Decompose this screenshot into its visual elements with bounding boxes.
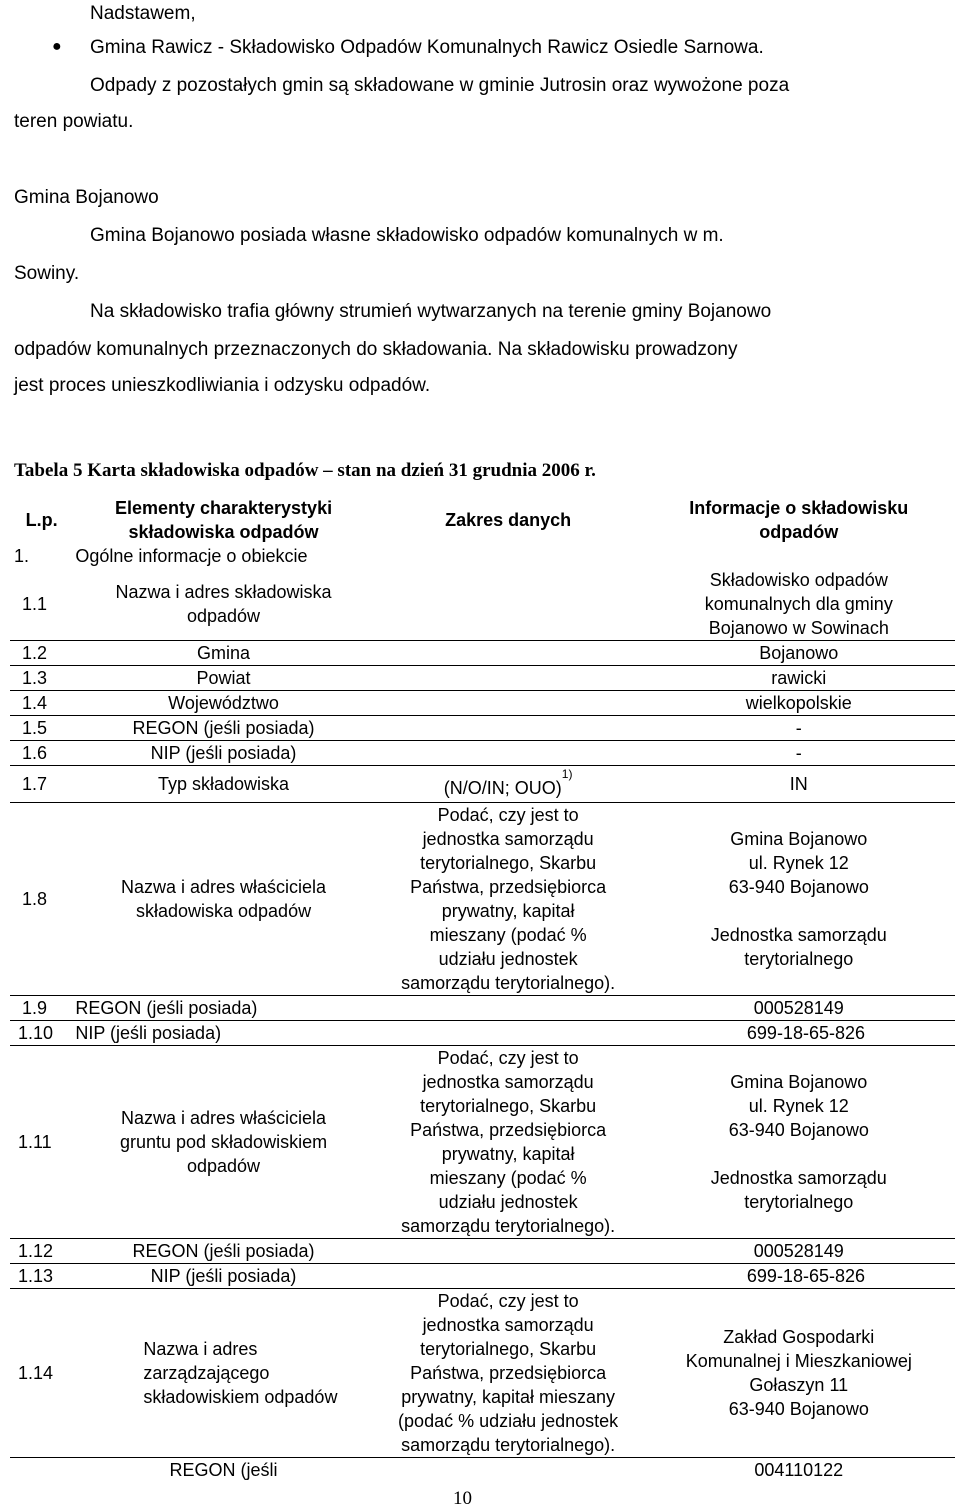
row-element: REGON (jeśli <box>73 1458 373 1483</box>
row-info: wielkopolskie <box>643 691 955 716</box>
table-row <box>10 691 955 716</box>
row-info: IN <box>643 766 955 803</box>
row-number: 1.9 <box>10 996 73 1021</box>
landfill-card-table <box>10 496 955 1482</box>
row-info: 000528149 <box>643 996 955 1021</box>
table-row <box>10 803 955 996</box>
row-element: REGON (jeśli posiada) <box>73 1239 373 1264</box>
table-row <box>10 1239 955 1264</box>
row-number: 1.2 <box>10 641 73 666</box>
row-scope: Podać, czy jest to jednostka samorządu terytorialnego, Skarbu Państwa, przedsiębiorca prywatny, kapitał mieszany (podać % udziału jednostek samorządu terytorialnego). <box>374 803 643 996</box>
row-number: 1.6 <box>10 741 73 766</box>
row-element: NIP (jeśli posiada) <box>73 741 373 766</box>
paragraph-line: Na składowisko trafia główny strumień wytwarzanych na terenie gminy Bojanowo <box>90 301 772 322</box>
row-scope <box>374 1239 643 1264</box>
table-row <box>10 766 955 803</box>
table-row <box>10 741 955 766</box>
bullet-item: Gmina Rawicz - Składowisko Odpadów Komunalnych Rawicz Osiedle Sarnowa. <box>90 37 764 58</box>
row-info: 699-18-65-826 <box>643 1264 955 1289</box>
page-number: 10 <box>453 1488 472 1509</box>
row-element: Województwo <box>73 691 373 716</box>
table-section-row <box>10 544 955 568</box>
row-info: 000528149 <box>643 1239 955 1264</box>
row-element: Gmina <box>73 641 373 666</box>
row-number: 1.8 <box>10 803 73 996</box>
table-row <box>10 716 955 741</box>
row-scope <box>374 741 643 766</box>
row-info: 004110122 <box>643 1458 955 1483</box>
row-number: 1.12 <box>10 1239 73 1264</box>
row-scope <box>374 1458 643 1483</box>
row-number: 1.7 <box>10 766 73 803</box>
table-caption: Tabela 5 Karta składowiska odpadów – stan na dzień 31 grudnia 2006 r. <box>14 460 596 481</box>
row-number: 1.11 <box>10 1046 73 1239</box>
table-row <box>10 1289 955 1458</box>
row-number: 1.1 <box>22 594 48 614</box>
row-scope <box>374 666 643 691</box>
row-scope <box>374 1264 643 1289</box>
section-number: 1. <box>14 546 30 566</box>
row-number: 1.13 <box>10 1264 73 1289</box>
footnote-marker: 1) <box>561 767 573 781</box>
row-scope: Podać, czy jest to jednostka samorządu terytorialnego, Skarbu Państwa, przedsiębiorca prywatny, kapitał mieszany (podać % udziału jednostek samorządu terytorialnego). <box>374 1046 643 1239</box>
row-info: Gmina Bojanowo ul. Rynek 12 63-940 Bojanowo Jednostka samorządu terytorialnego <box>643 1046 955 1239</box>
row-scope <box>374 996 643 1021</box>
row-scope: Podać, czy jest to jednostka samorządu terytorialnego, Skarbu Państwa, przedsiębiorca prywatny, kapitał mieszany (podać % udziału jednostek samorządu terytorialnego). <box>374 1289 643 1458</box>
table-row <box>10 1046 955 1239</box>
paragraph-line: teren powiatu. <box>14 111 134 132</box>
row-number: 1.5 <box>10 716 73 741</box>
row-info: - <box>643 741 955 766</box>
header-info: Informacje o składowisku odpadów <box>689 498 909 542</box>
table-row <box>10 996 955 1021</box>
paragraph-line: jest proces unieszkodliwiania i odzysku odpadów. <box>14 375 431 396</box>
row-element: Powiat <box>73 666 373 691</box>
table-header-row <box>10 496 955 544</box>
paragraph-line: odpadów komunalnych przeznaczonych do składowania. Na składowisku prowadzony <box>14 339 738 360</box>
section-heading: Gmina Bojanowo <box>14 187 159 208</box>
row-element: NIP (jeśli posiada) <box>73 1264 373 1289</box>
header-scope: Zakres danych <box>445 510 572 530</box>
row-number: 1.10 <box>10 1021 73 1046</box>
row-scope <box>374 1021 643 1046</box>
row-scope <box>374 641 643 666</box>
bullet-icon: ● <box>52 38 62 55</box>
row-element: REGON (jeśli posiada) <box>73 996 373 1021</box>
row-element: Nazwa i adres składowiska odpadów <box>115 582 332 626</box>
header-elements: Elementy charakterystyki składowiska odpadów <box>114 498 333 542</box>
row-info: Zakład Gospodarki Komunalnej i Mieszkaniowej Gołaszyn 11 63-940 Bojanowo <box>643 1289 955 1458</box>
row-number: 1.4 <box>10 691 73 716</box>
row-element: Typ składowiska <box>73 766 373 803</box>
row-info: rawicki <box>643 666 955 691</box>
row-element: REGON (jeśli posiada) <box>73 716 373 741</box>
row-scope <box>374 716 643 741</box>
table-row <box>10 568 955 641</box>
table-row <box>10 1458 955 1483</box>
row-number: 1.14 <box>10 1289 73 1458</box>
table-row <box>10 1264 955 1289</box>
paragraph-line: Sowiny. <box>14 263 80 284</box>
row-element: NIP (jeśli posiada) <box>73 1021 373 1046</box>
row-element: Nazwa i adres właściciela składowiska odpadów <box>73 803 373 996</box>
row-scope <box>374 568 643 641</box>
row-info: 699-18-65-826 <box>643 1021 955 1046</box>
table-row <box>10 666 955 691</box>
table-row <box>10 641 955 666</box>
row-info: Bojanowo <box>643 641 955 666</box>
row-element: Nazwa i adres zarządzającego składowiskiem odpadów <box>73 1289 373 1458</box>
row-info: Składowisko odpadów komunalnych dla gminy Bojanowo w Sowinach <box>704 570 893 638</box>
table-row <box>10 1021 955 1046</box>
paragraph-line: Nadstawem, <box>90 3 196 24</box>
header-lp: L.p. <box>25 510 58 530</box>
paragraph-line: Odpady z pozostałych gmin są składowane w gminie Jutrosin oraz wywożone poza <box>90 75 790 96</box>
row-number: 1.3 <box>10 666 73 691</box>
row-number <box>10 1458 73 1483</box>
row-info: Gmina Bojanowo ul. Rynek 12 63-940 Bojanowo Jednostka samorządu terytorialnego <box>643 803 955 996</box>
row-scope <box>374 691 643 716</box>
section-title: Ogólne informacje o obiekcie <box>75 546 308 566</box>
row-scope: (N/O/IN; OUO)$^{1)}$ <box>374 766 643 803</box>
row-info: - <box>643 716 955 741</box>
row-element: Nazwa i adres właściciela gruntu pod składowiskiem odpadów <box>73 1046 373 1239</box>
paragraph-line: Gmina Bojanowo posiada własne składowisko odpadów komunalnych w m. <box>90 225 724 246</box>
